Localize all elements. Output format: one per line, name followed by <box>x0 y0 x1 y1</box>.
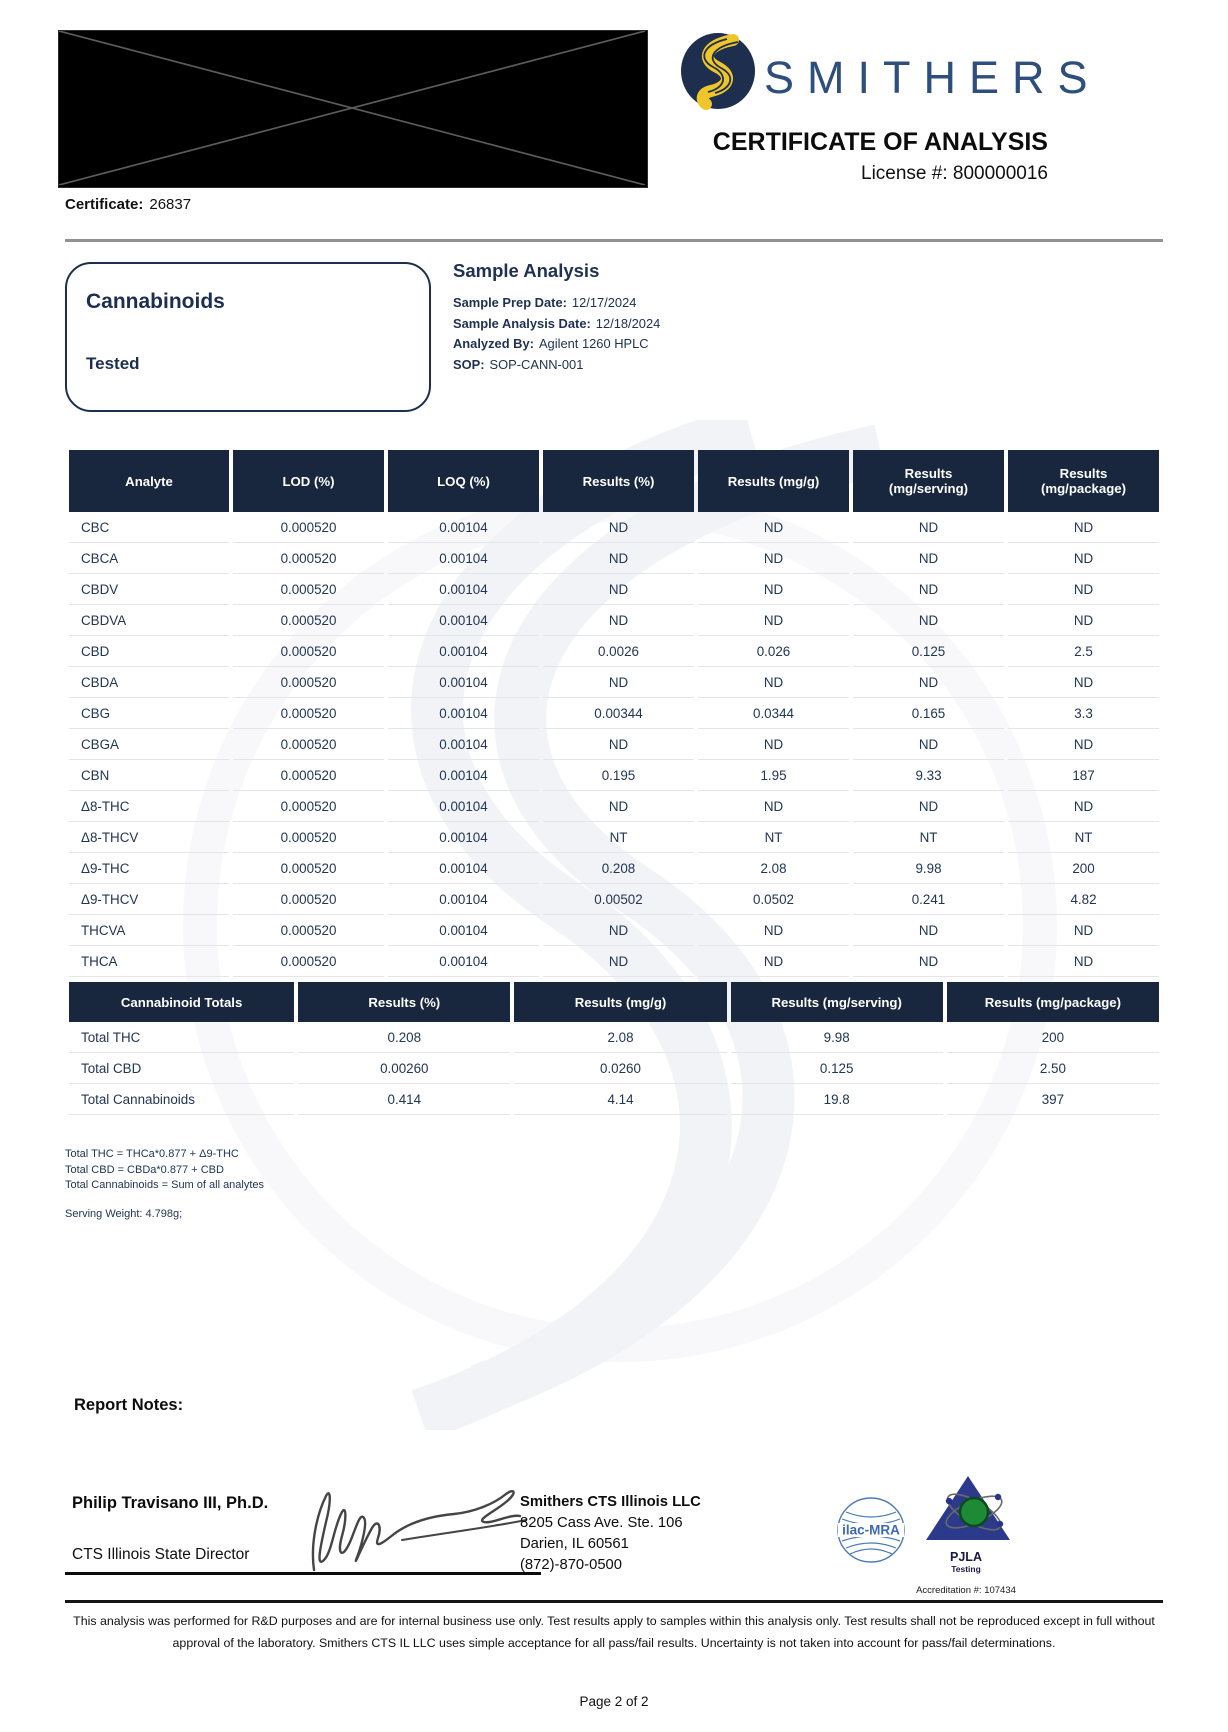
field-value: SOP-CANN-001 <box>489 356 584 372</box>
row-label-cell: CBDVA <box>69 605 229 636</box>
cannabinoids-panel <box>65 262 431 412</box>
table-row <box>69 884 1159 915</box>
value-cell: 4.14 <box>514 1084 726 1115</box>
value-cell: NT <box>853 822 1004 853</box>
table-row <box>69 729 1159 760</box>
field-value: 12/17/2024 <box>571 295 637 310</box>
table-row <box>69 1022 1159 1053</box>
value-cell: 0.000520 <box>233 946 384 977</box>
value-cell: 3.3 <box>1008 698 1159 729</box>
value-cell: 0.00104 <box>388 543 539 574</box>
table-row <box>69 543 1159 574</box>
value-cell: 0.00104 <box>388 822 539 853</box>
value-cell: 0.000520 <box>233 729 384 760</box>
field-value: Agilent 1260 HPLC <box>538 336 649 351</box>
table-row <box>69 791 1159 822</box>
panel-status: Tested <box>86 354 140 373</box>
value-cell: 0.00104 <box>388 512 539 543</box>
column-header: Results (mg/serving) <box>853 450 1004 512</box>
value-cell: ND <box>698 605 849 636</box>
row-label-cell: CBCA <box>69 543 229 574</box>
field-label: SOP: <box>453 356 485 372</box>
accreditation-number: Accreditation #: 107434 <box>916 1585 1016 1596</box>
signature-underline <box>65 1572 541 1575</box>
column-header: Analyte <box>69 450 229 512</box>
brand-wordmark: SMITHERS <box>764 52 1101 103</box>
column-header: Results (mg/g) <box>514 982 726 1022</box>
value-cell: 0.00104 <box>388 760 539 791</box>
row-label-cell: CBDV <box>69 574 229 605</box>
value-cell: 19.8 <box>731 1084 943 1115</box>
value-cell: 1.95 <box>698 760 849 791</box>
disclaimer-text: This analysis was performed for R&D purposes and are for internal business use only. Test results apply to samples within this analysis only. Test results shall not be reproduced except in full without approval of the laboratory. Smithers CTS IL LLC uses simple acceptance for all pass/fail results. Uncertainty is not taken into account for pass/fail determinations. <box>73 1614 1155 1650</box>
lab-name: Smithers CTS Illinois LLC <box>520 1494 701 1510</box>
value-cell: ND <box>1008 605 1159 636</box>
calculation-footnotes <box>65 1147 264 1194</box>
placeholder-image <box>58 30 648 188</box>
value-cell: ND <box>1008 729 1159 760</box>
value-cell: ND <box>543 729 694 760</box>
column-header: Cannabinoid Totals <box>69 982 294 1022</box>
value-cell: ND <box>698 543 849 574</box>
value-cell: ND <box>698 667 849 698</box>
value-cell: 187 <box>1008 760 1159 791</box>
value-cell: ND <box>698 574 849 605</box>
signatory-name: Philip Travisano III, Ph.D. <box>72 1494 269 1512</box>
row-label-cell: Δ9-THC <box>69 853 229 884</box>
row-label-cell: CBG <box>69 698 229 729</box>
sample-analysis-title: Sample Analysis <box>453 260 600 281</box>
value-cell: 0.000520 <box>233 791 384 822</box>
value-cell: ND <box>543 574 694 605</box>
value-cell: 9.98 <box>731 1022 943 1053</box>
row-label-cell: Total THC <box>69 1022 294 1053</box>
row-label-cell: THCA <box>69 946 229 977</box>
value-cell: ND <box>853 543 1004 574</box>
row-label-cell: CBGA <box>69 729 229 760</box>
value-cell: 9.98 <box>853 853 1004 884</box>
value-cell: 4.82 <box>1008 884 1159 915</box>
value-cell: ND <box>698 946 849 977</box>
totals-header-row <box>69 982 1159 1022</box>
row-label-cell: CBDA <box>69 667 229 698</box>
value-cell: 0.00104 <box>388 667 539 698</box>
value-cell: 0.208 <box>298 1022 510 1053</box>
pjla-label: PJLA <box>950 1550 982 1564</box>
value-cell: NT <box>1008 822 1159 853</box>
row-label-cell: Δ8-THCV <box>69 822 229 853</box>
value-cell: 2.08 <box>698 853 849 884</box>
footer-divider <box>65 1600 1163 1603</box>
totals-table <box>65 982 1163 1115</box>
value-cell: 0.165 <box>853 698 1004 729</box>
value-cell: ND <box>543 946 694 977</box>
pjla-logo <box>914 1472 1018 1574</box>
smithers-logo-icon <box>680 32 756 115</box>
row-label-cell: Total CBD <box>69 1053 294 1084</box>
column-header: Results (%) <box>298 982 510 1022</box>
value-cell: 0.0260 <box>514 1053 726 1084</box>
value-cell: 0.000520 <box>233 667 384 698</box>
value-cell: ND <box>698 915 849 946</box>
results-table <box>65 450 1163 977</box>
doc-title: CERTIFICATE OF ANALYSIS <box>712 128 1048 156</box>
row-label-cell: Δ8-THC <box>69 791 229 822</box>
value-cell: ND <box>853 574 1004 605</box>
value-cell: 0.00104 <box>388 946 539 977</box>
value-cell: 0.00104 <box>388 605 539 636</box>
value-cell: NT <box>698 822 849 853</box>
column-header: LOD (%) <box>233 450 384 512</box>
lab-address-line: 8205 Cass Ave. Ste. 106 <box>520 1515 683 1531</box>
table-row <box>69 853 1159 884</box>
value-cell: 0.00104 <box>388 791 539 822</box>
value-cell: 0.195 <box>543 760 694 791</box>
certificate-line <box>65 196 191 213</box>
value-cell: ND <box>543 605 694 636</box>
value-cell: ND <box>853 667 1004 698</box>
column-header: Results (mg/package) <box>947 982 1159 1022</box>
table-row <box>69 760 1159 791</box>
row-label-cell: Δ9-THCV <box>69 884 229 915</box>
license-number: License #: 800000016 <box>861 163 1048 184</box>
value-cell: ND <box>1008 543 1159 574</box>
value-cell: 0.000520 <box>233 574 384 605</box>
value-cell: ND <box>853 605 1004 636</box>
column-header: Results (mg/package) <box>1008 450 1159 512</box>
sop-field <box>453 355 873 376</box>
value-cell: ND <box>543 512 694 543</box>
footnote: Total CBD = CBDa*0.877 + CBD <box>65 1163 224 1176</box>
table-row <box>69 698 1159 729</box>
field-label: Sample Analysis Date: <box>453 315 591 331</box>
value-cell: ND <box>853 729 1004 760</box>
table-row <box>69 574 1159 605</box>
value-cell: ND <box>698 791 849 822</box>
serving-weight: Serving Weight: 4.798g; <box>65 1208 183 1220</box>
value-cell: ND <box>853 791 1004 822</box>
header-divider <box>65 239 1163 242</box>
value-cell: ND <box>853 946 1004 977</box>
value-cell: ND <box>543 791 694 822</box>
table-row <box>69 636 1159 667</box>
value-cell: 0.00104 <box>388 915 539 946</box>
field-label: Analyzed By: <box>453 336 534 351</box>
value-cell: 397 <box>947 1084 1159 1115</box>
sample-prep-date-field <box>453 293 873 314</box>
analyzed-by-field <box>453 334 873 355</box>
page-number: Page 2 of 2 <box>579 1694 649 1709</box>
value-cell: 0.00104 <box>388 636 539 667</box>
value-cell: 0.000520 <box>233 822 384 853</box>
table-row <box>69 605 1159 636</box>
value-cell: ND <box>1008 512 1159 543</box>
results-table-body <box>69 512 1159 977</box>
row-label-cell: CBC <box>69 512 229 543</box>
value-cell: ND <box>698 512 849 543</box>
row-label-cell: CBN <box>69 760 229 791</box>
value-cell: 0.000520 <box>233 915 384 946</box>
value-cell: 0.00260 <box>298 1053 510 1084</box>
sample-analysis-section <box>453 260 873 375</box>
value-cell: 0.0026 <box>543 636 694 667</box>
column-header: Results (mg/serving) <box>731 982 943 1022</box>
table-row <box>69 946 1159 977</box>
value-cell: 0.00104 <box>388 698 539 729</box>
value-cell: 0.000520 <box>233 605 384 636</box>
value-cell: ND <box>1008 791 1159 822</box>
report-notes-label: Report Notes: <box>74 1396 184 1414</box>
value-cell: 0.000520 <box>233 543 384 574</box>
value-cell: ND <box>543 915 694 946</box>
value-cell: 0.00104 <box>388 729 539 760</box>
value-cell: ND <box>1008 574 1159 605</box>
value-cell: ND <box>543 667 694 698</box>
ilac-mra-label: ilac-MRA <box>842 1522 900 1538</box>
value-cell: 0.00104 <box>388 884 539 915</box>
value-cell: 0.000520 <box>233 853 384 884</box>
row-label-cell: CBD <box>69 636 229 667</box>
value-cell: 0.000520 <box>233 636 384 667</box>
value-cell: 0.241 <box>853 884 1004 915</box>
row-label-cell: Total Cannabinoids <box>69 1084 294 1115</box>
column-header: Results (mg/g) <box>698 450 849 512</box>
value-cell: 0.000520 <box>233 760 384 791</box>
footnote: Total Cannabinoids = Sum of all analytes <box>65 1179 265 1191</box>
value-cell: 0.125 <box>853 636 1004 667</box>
value-cell: ND <box>698 729 849 760</box>
value-cell: 0.414 <box>298 1084 510 1115</box>
certificate-label: Certificate: <box>65 196 144 213</box>
value-cell: 2.50 <box>947 1053 1159 1084</box>
lab-phone: (872)-870-0500 <box>520 1557 623 1573</box>
value-cell: 0.000520 <box>233 884 384 915</box>
value-cell: 9.33 <box>853 760 1004 791</box>
results-header-row <box>69 450 1159 512</box>
value-cell: 0.00344 <box>543 698 694 729</box>
value-cell: 0.00502 <box>543 884 694 915</box>
value-cell: NT <box>543 822 694 853</box>
field-label: Sample Prep Date: <box>453 295 567 310</box>
value-cell: ND <box>1008 667 1159 698</box>
table-row <box>69 915 1159 946</box>
value-cell: 0.000520 <box>233 698 384 729</box>
pjla-sub-label: Testing <box>951 1564 981 1574</box>
value-cell: 0.026 <box>698 636 849 667</box>
table-row <box>69 512 1159 543</box>
value-cell: 200 <box>1008 853 1159 884</box>
value-cell: ND <box>853 915 1004 946</box>
results-section <box>65 450 1163 1115</box>
certificate-number: 26837 <box>149 196 192 213</box>
row-label-cell: THCVA <box>69 915 229 946</box>
value-cell: 0.000520 <box>233 512 384 543</box>
value-cell: 0.0344 <box>698 698 849 729</box>
value-cell: ND <box>1008 915 1159 946</box>
value-cell: 0.0502 <box>698 884 849 915</box>
value-cell: 0.00104 <box>388 574 539 605</box>
value-cell: 200 <box>947 1022 1159 1053</box>
footnote: Total THC = THCa*0.877 + Δ9-THC <box>65 1148 239 1160</box>
column-header: Results (%) <box>543 450 694 512</box>
table-row <box>69 667 1159 698</box>
signature-image <box>298 1478 538 1583</box>
table-row <box>69 822 1159 853</box>
value-cell: 2.08 <box>514 1022 726 1053</box>
placeholder-x-icon <box>59 31 645 185</box>
lab-address-block <box>520 1492 701 1576</box>
ilac-mra-logo <box>836 1496 906 1569</box>
sample-analysis-date-field <box>453 314 873 335</box>
table-row <box>69 1053 1159 1084</box>
value-cell: ND <box>543 543 694 574</box>
totals-table-body <box>69 1022 1159 1115</box>
value-cell: 2.5 <box>1008 636 1159 667</box>
signatory-title: CTS Illinois State Director <box>72 1546 250 1563</box>
column-header: LOQ (%) <box>388 450 539 512</box>
lab-address-line: Darien, IL 60561 <box>520 1536 629 1552</box>
table-row <box>69 1084 1159 1115</box>
value-cell: 0.208 <box>543 853 694 884</box>
value-cell: 0.00104 <box>388 853 539 884</box>
panel-title: Cannabinoids <box>86 290 225 313</box>
value-cell: 0.125 <box>731 1053 943 1084</box>
field-value: 12/18/2024 <box>595 315 661 331</box>
value-cell: ND <box>1008 946 1159 977</box>
value-cell: ND <box>853 512 1004 543</box>
